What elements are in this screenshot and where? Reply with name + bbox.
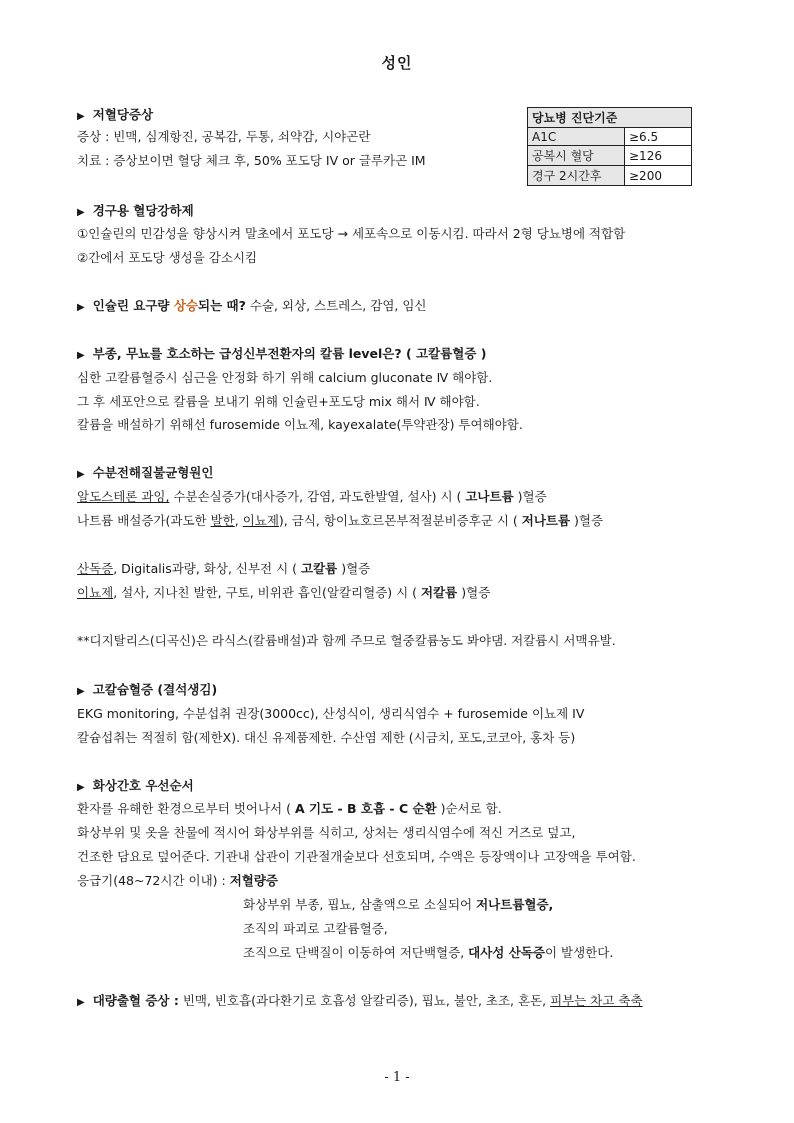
answer-text: 고나트륨 (465, 489, 514, 504)
underlined-text: 산독증 (77, 561, 114, 576)
inline-text: , 설사, 지나친 발한, 구토, 비위관 흡인(알칼리혈증) 시 ( (113, 585, 422, 600)
text-line (77, 488, 547, 506)
diabetes-criteria-table (527, 107, 692, 186)
text-line: 증상 : 빈맥, 심계항진, 공복감, 두통, 쇠약감, 시야곤란 (77, 129, 371, 144)
inline-text: )혈증 (457, 585, 491, 600)
inline-text: )순서로 함. (436, 801, 502, 816)
answer-text: 저나트륨혈증, (476, 897, 554, 912)
note-line: **디지탈리스(디곡신)은 라식스(칼륨배설)과 함께 주므로 혈중칼륨농도 봐야댐. 저칼륨시 서맥유발. (77, 633, 616, 648)
heading-text: 부종, 무뇨를 호소하는 급성신부전환자의 칼륨 level은? ( 고칼륨혈증 ) (92, 346, 487, 361)
table-cell-label: A1C (528, 128, 625, 146)
table-row (528, 146, 692, 166)
answer-text: 저칼륨 (421, 585, 458, 600)
inline-text: )혈증 (570, 513, 604, 528)
text-line (77, 512, 603, 530)
inline-text: 환자를 유해한 환경으로부터 벗어나서 ( (77, 801, 295, 816)
text-line: EKG monitoring, 수분섭취 권장(3000cc), 산성식이, 생리식염수 + furosemide 이뇨제 IV (77, 706, 585, 721)
text-line: ②간에서 포도당 생성을 감소시킴 (77, 250, 258, 265)
section-insulin-demand (77, 297, 427, 317)
inline-text: ), 금식, 항이뇨호르몬부적절분비증후군 시 ( (278, 513, 522, 528)
inline-text: 빈맥, 빈호흡(과다환기로 호흡성 알칼리증), 핍뇨, 불안, 초조, 혼돈, (178, 993, 551, 1008)
answer-text: 고칼륨 (301, 561, 338, 576)
table-cell-value: ≥200 (625, 166, 692, 186)
text-line: 화상부위 및 옷을 찬물에 적시어 화상부위를 식히고, 상처는 생리식염수에 적신 거즈로 덮고, (77, 825, 576, 840)
table-header: 당뇨병 진단기준 (528, 108, 692, 128)
text-line: 심한 고칼륨혈증시 심근을 안정화 하기 위해 calcium gluconate Ⅳ 해야함. (77, 370, 493, 385)
text-line (243, 944, 613, 962)
section-heading-hypoglycemia (77, 106, 153, 126)
text-line: 칼슘섭취는 적절히 함(제한X). 대신 유제품제한. 수산염 제한 (시금치, 포도,코코아, 홍차 등) (77, 730, 576, 745)
section-heading-potassium (77, 345, 487, 365)
highlight-word: 상승 (173, 298, 199, 313)
text-line (77, 584, 490, 602)
inline-text: 나트륨 배설증가(과도한 (77, 513, 211, 528)
text-line: 칼륨을 배설하기 위해선 furosemide 이뇨제, kayexalate(투약관장) 투여해야함. (77, 417, 523, 432)
heading-text: 저혈당증상 (92, 107, 154, 122)
triangle-bullet-icon: ▶ (77, 207, 85, 218)
inline-text: )혈증 (513, 489, 547, 504)
page-title: 성인 (381, 54, 413, 72)
inline-text: 수분손실증가(대사증가, 감염, 과도한발열, 설사) 시 ( (169, 489, 466, 504)
inline-text: , Digitalis과량, 화상, 신부전 시 ( (113, 561, 301, 576)
table-header-row (528, 108, 692, 128)
answer-text: 저혈량증 (229, 873, 279, 888)
inline-text: 응급기(48~72시간 이내) : (77, 873, 230, 888)
inline-text: 조직으로 단백질이 이동하여 저단백혈증, (243, 945, 469, 960)
table-cell-value: ≥126 (625, 146, 692, 166)
underlined-text: 피부는 차고 축축 (550, 993, 643, 1008)
heading-text: 경구용 혈당강하제 (92, 203, 194, 218)
underlined-text: 발한 (210, 513, 235, 528)
inline-text: 화상부위 부종, 핍뇨, 삼출액으로 소실되어 (243, 897, 477, 912)
inline-text: , (234, 513, 243, 528)
text-line: 치료 : 증상보이면 혈당 체크 후, 50% 포도당 IV or 글루카곤 IM (77, 153, 426, 168)
table-row (528, 166, 692, 186)
text-line (77, 872, 278, 890)
text-line (77, 560, 370, 578)
underlined-text: 이뇨제 (242, 513, 279, 528)
triangle-bullet-icon: ▶ (77, 350, 85, 361)
heading-text: 되는 때? (198, 298, 246, 313)
heading-text: 대량출혈 증상 : (92, 993, 179, 1008)
inline-text: )혈증 (337, 561, 371, 576)
inline-text: 수술, 외상, 스트레스, 감염, 임신 (245, 298, 427, 313)
triangle-bullet-icon: ▶ (77, 782, 85, 793)
text-line: 그 후 세포안으로 칼륨을 보내기 위해 인슐린+포도당 mix 해서 Ⅳ 해야함. (77, 394, 480, 409)
section-heading-hypercalcemia (77, 681, 217, 701)
triangle-bullet-icon: ▶ (77, 686, 85, 697)
table-row (528, 128, 692, 146)
triangle-bullet-icon: ▶ (77, 111, 85, 122)
section-heading-burn-care (77, 777, 194, 797)
section-heading-electrolyte (77, 464, 213, 484)
text-line: 건조한 담요로 덮어준다. 기관내 삽관이 기관절개술보다 선호되며, 수액은 등장액이나 고장액을 투여함. (77, 849, 636, 864)
text-line: 조직의 파괴로 고칼륨혈증, (243, 921, 388, 936)
answer-text: 저나트륨 (521, 513, 571, 528)
answer-text: A 기도 - B 호흡 - C 순환 (294, 801, 437, 816)
heading-text: 고칼슘혈증 (결석생김) (92, 682, 218, 697)
text-line: ①인슐린의 민감성을 향상시켜 말초에서 포도당 → 세포속으로 이동시킴. 따라서 2형 당뇨병에 적합함 (77, 226, 626, 241)
answer-text: 대사성 산독증 (468, 945, 545, 960)
section-massive-bleeding (77, 992, 643, 1012)
underlined-text: 알도스테론 과잉, (77, 489, 170, 504)
page-number: - 1 - (384, 1070, 410, 1085)
table-cell-label: 공복시 혈당 (528, 146, 625, 166)
table-cell-value: ≥6.5 (625, 128, 692, 146)
text-line (77, 800, 502, 818)
table-cell-label: 경구 2시간후 (528, 166, 625, 186)
underlined-text: 이뇨제 (77, 585, 114, 600)
heading-text: 수분전해질불균형원인 (92, 465, 214, 480)
text-line (243, 896, 553, 914)
triangle-bullet-icon: ▶ (77, 469, 85, 480)
section-heading-oral-hypoglycemics (77, 202, 194, 222)
heading-text: 화상간호 우선순서 (92, 778, 194, 793)
inline-text: 이 발생한다. (544, 945, 614, 960)
heading-text: 인슐린 요구량 (92, 298, 174, 313)
triangle-bullet-icon: ▶ (77, 997, 85, 1008)
triangle-bullet-icon: ▶ (77, 302, 85, 313)
